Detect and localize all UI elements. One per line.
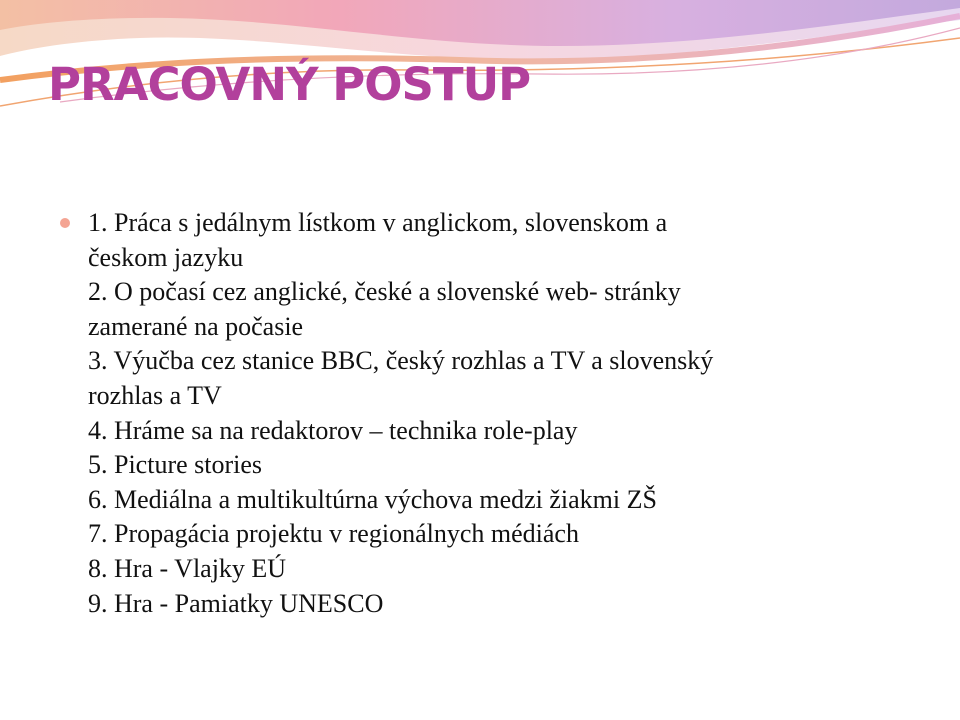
item-line-1: 1. Práca s jedálnym lístkom v anglickom, slovenskom a bbox=[88, 208, 668, 237]
item-line-5: 3. Výučba cez stanice BBC, český rozhlas a TV a slovenský bbox=[88, 346, 714, 376]
item-line-10: 7. Propagácia projektu v regionálnych médiách bbox=[88, 519, 579, 549]
item-line-9: 6. Mediálna a multikultúrna výchova medzi žiakmi ZŠ bbox=[88, 484, 657, 514]
item-line-6: rozhlas a TV bbox=[88, 380, 222, 410]
item-line-3: 2. O počasí cez anglické, české a slovenské web- stránky bbox=[88, 277, 681, 307]
slide-title: PRACOVNÝ POSTUP bbox=[48, 58, 531, 111]
content-area bbox=[58, 206, 918, 621]
item-line-8: 5. Picture stories bbox=[88, 450, 263, 480]
item-lines bbox=[88, 206, 918, 621]
item-line-4: zamerané na počasie bbox=[88, 311, 304, 341]
bullet-dot-icon bbox=[60, 218, 70, 228]
bullet-list-item bbox=[58, 206, 918, 621]
item-line-11: 8. Hra - Vlajky EÚ bbox=[88, 553, 287, 583]
item-line-12: 9. Hra - Pamiatky UNESCO bbox=[88, 588, 384, 618]
item-line-7: 4. Hráme sa na redaktorov – technika role-play bbox=[88, 415, 578, 445]
item-line-2: českom jazyku bbox=[88, 242, 244, 272]
